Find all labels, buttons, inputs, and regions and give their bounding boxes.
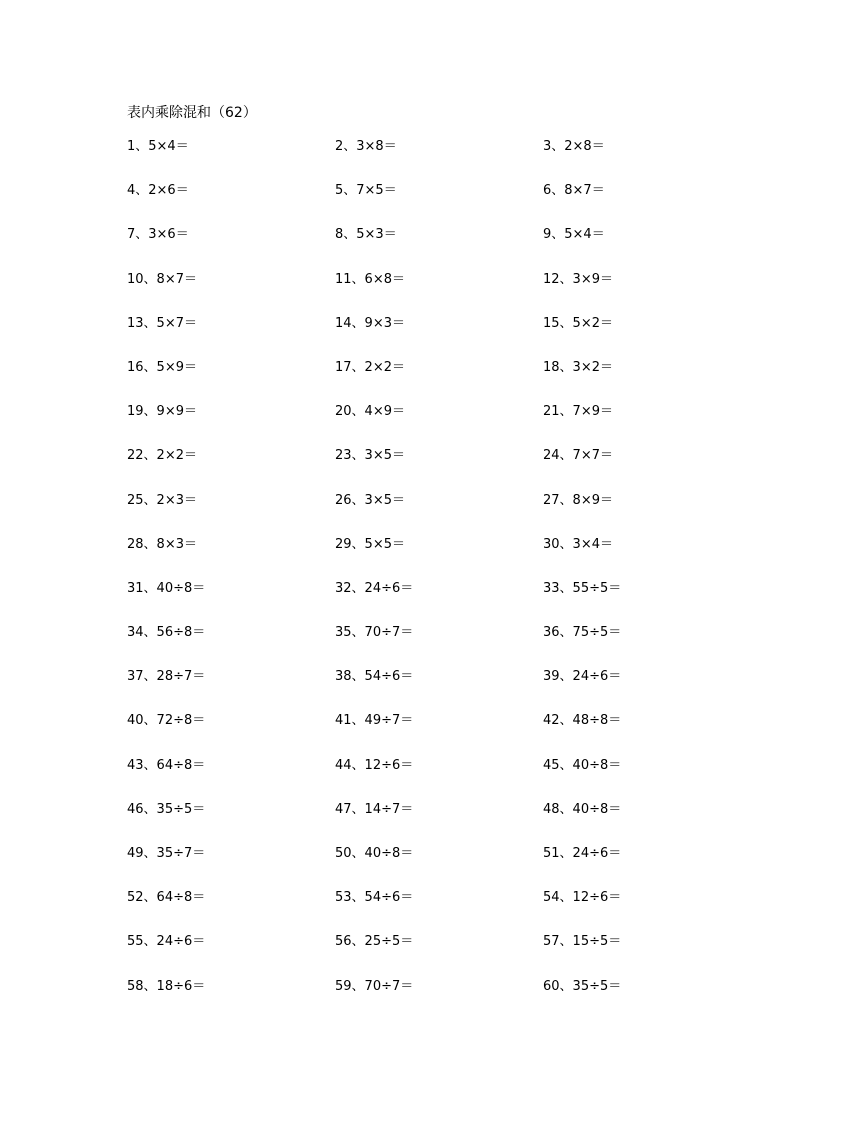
problem-item: 58、18÷6＝	[127, 978, 206, 994]
problem-item: 29、5×5＝	[335, 536, 405, 552]
problem-item: 23、3×5＝	[335, 448, 405, 464]
problem-item: 20、4×9＝	[335, 404, 405, 420]
problem-item: 7、3×6＝	[127, 227, 189, 243]
problem-item: 34、56÷8＝	[127, 625, 206, 641]
problem-item: 40、72÷8＝	[127, 713, 206, 729]
problem-item: 60、35÷5＝	[543, 978, 622, 994]
problem-item: 19、9×9＝	[127, 404, 197, 420]
problem-item: 16、5×9＝	[127, 359, 197, 375]
problem-item: 25、2×3＝	[127, 492, 197, 508]
problem-item: 42、48÷8＝	[543, 713, 622, 729]
problem-item: 51、24÷6＝	[543, 846, 622, 861]
problem-item: 53、54÷6＝	[335, 890, 414, 906]
problem-item: 32、24÷6＝	[335, 580, 414, 596]
problem-grid	[127, 137, 767, 1021]
problem-item: 35、70÷7＝	[335, 625, 414, 641]
problem-item: 30、3×4＝	[543, 536, 613, 552]
problem-item: 2、3×8＝	[335, 139, 397, 154]
page-title: 表内乘除混和（62）	[127, 105, 257, 121]
problem-item: 28、8×3＝	[127, 536, 197, 552]
problem-item: 8、5×3＝	[335, 227, 397, 243]
problem-item: 41、49÷7＝	[335, 713, 414, 729]
problem-item: 4、2×6＝	[127, 183, 189, 199]
problem-item: 22、2×2＝	[127, 448, 197, 464]
problem-item: 39、24÷6＝	[543, 669, 622, 685]
problem-item: 6、8×7＝	[543, 183, 605, 199]
problem-item: 27、8×9＝	[543, 492, 613, 508]
problem-item: 52、64÷8＝	[127, 890, 206, 906]
problem-item: 46、35÷5＝	[127, 801, 206, 817]
problem-item: 5、7×5＝	[335, 183, 397, 199]
problem-item: 36、75÷5＝	[543, 625, 622, 641]
problem-item: 33、55÷5＝	[543, 580, 622, 596]
problem-item: 11、6×8＝	[335, 271, 405, 287]
problem-item: 24、7×7＝	[543, 448, 613, 464]
problem-item: 59、70÷7＝	[335, 978, 414, 994]
problem-item: 54、12÷6＝	[543, 890, 622, 906]
problem-item: 38、54÷6＝	[335, 669, 414, 685]
problem-item: 37、28÷7＝	[127, 669, 206, 685]
problem-item: 21、7×9＝	[543, 404, 613, 420]
problem-item: 57、15÷5＝	[543, 934, 622, 950]
problem-item: 17、2×2＝	[335, 359, 405, 375]
problem-item: 10、8×7＝	[127, 271, 197, 287]
problem-item: 26、3×5＝	[335, 492, 405, 508]
problem-item: 49、35÷7＝	[127, 846, 206, 861]
problem-item: 31、40÷8＝	[127, 580, 206, 596]
problem-item: 48、40÷8＝	[543, 801, 622, 817]
problem-item: 14、9×3＝	[335, 315, 405, 331]
problem-item: 13、5×7＝	[127, 315, 197, 331]
problem-item: 56、25÷5＝	[335, 934, 414, 950]
problem-item: 45、40÷8＝	[543, 757, 622, 773]
problem-item: 1、5×4＝	[127, 139, 189, 154]
problem-item: 50、40÷8＝	[335, 846, 414, 861]
problem-item: 47、14÷7＝	[335, 801, 414, 817]
problem-item: 15、5×2＝	[543, 315, 613, 331]
problem-item: 12、3×9＝	[543, 271, 613, 287]
problem-item: 43、64÷8＝	[127, 757, 206, 773]
problem-item: 9、5×4＝	[543, 227, 605, 243]
problem-item: 18、3×2＝	[543, 359, 613, 375]
problem-item: 3、2×8＝	[543, 139, 605, 154]
problem-item: 55、24÷6＝	[127, 934, 206, 950]
problem-item: 44、12÷6＝	[335, 757, 414, 773]
